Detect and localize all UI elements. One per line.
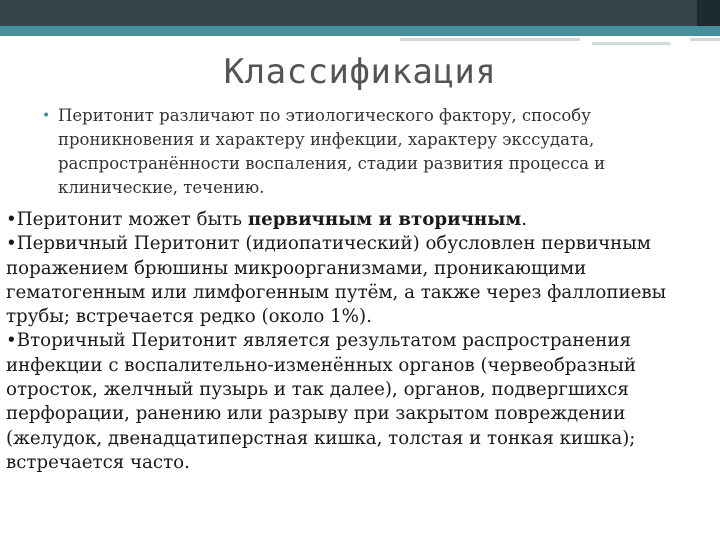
accent-line [0, 26, 720, 36]
decorative-line [592, 42, 670, 45]
paragraph-3: •Вторичный Перитонит является результатом распространения инфекции с воспалительно-изменённых органов (червеобразный отросток, желчный пузырь и так далее), органов, подвергшихся перфорации, ранению или разрыву при закрытом повреждении (желудок, двенадцатиперстная кишка, толстая и тонкая кишка); встречается часто. [6, 330, 637, 473]
paragraph-2: •Первичный Перитонит (идиопатический) обусловлен первичным поражением брюшины микроорганизмами, проникающими гематогенным или лимфогенным путём, а также через фаллопиевы трубы; встречается редко (около 1%). [6, 233, 667, 328]
header-bar [0, 0, 720, 26]
decorative-line [400, 38, 580, 41]
bullet-marker-icon: • [42, 108, 51, 124]
bullet-item [42, 104, 698, 200]
header-bar-corner [697, 0, 720, 26]
paragraph-1-emphasis: первичным и вторичным [247, 209, 522, 230]
paragraph-1-prefix: •Перитонит может быть [6, 209, 248, 230]
body-text [6, 208, 712, 475]
decorative-line [690, 38, 720, 41]
bullet-text: Перитонит различают по этиологического фактору, способу проникновения и характеру инфекции, характеру экссудата, распространённости воспаления, стадии развития процесса и клинические, течению. [58, 106, 606, 197]
slide-title: Классификация [223, 52, 497, 92]
paragraph-1 [6, 208, 712, 232]
paragraph-1-suffix: . [521, 209, 528, 230]
